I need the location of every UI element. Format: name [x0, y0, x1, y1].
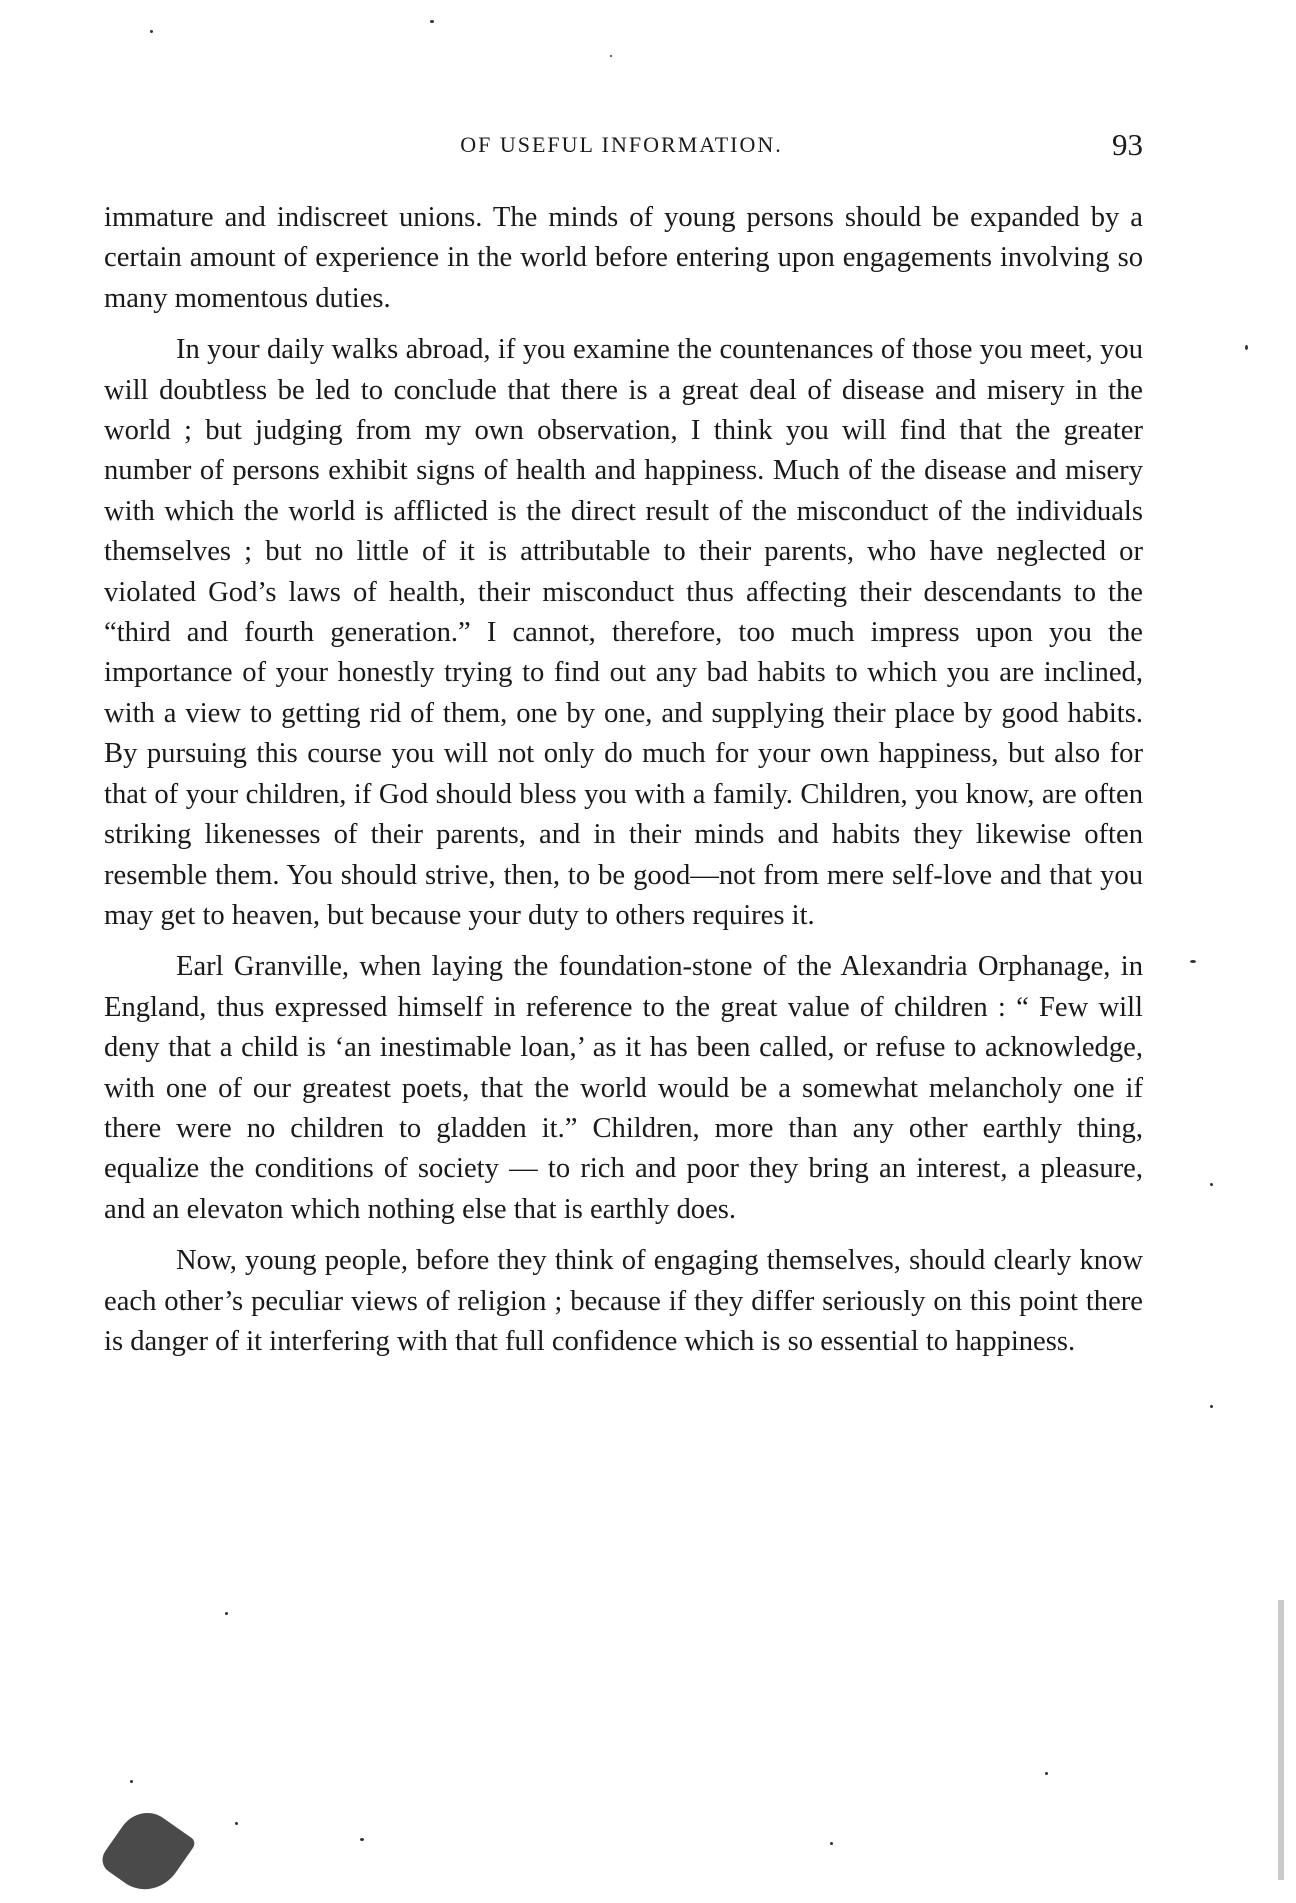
paragraph-1: immature and indiscreet unions. The minds of young persons should be expanded by a certain amount of experience in the world before entering upon engagements involving so many momentous duties.: [104, 202, 1143, 314]
scan-speck: [1190, 960, 1196, 963]
page-number: 93: [1112, 127, 1143, 162]
paragraph-3: Earl Granville, when laying the foundation-stone of the Alexandria Orphanage, in England, thus expressed himself in reference to the great value of children : “ Few will deny that a child is ‘an inestimable loan,’ as it has been called, or refuse to acknowledge, with one of our greatest poets, that the world would be a somewhat melancholy one if there were no children to gladden it.” Children, more than any other earthly thing, equalize the conditions of society — to rich and poor they bring an interest, a pleasure, and an elevaton which nothing else that is earthly does.: [104, 951, 1143, 1225]
scan-speck: [1210, 1183, 1213, 1186]
scan-speck: [225, 1612, 228, 1615]
scan-speck: [1210, 1405, 1213, 1408]
paragraph-2: In your daily walks abroad, if you examine the countenances of those you meet, you will doubtless be led to conclude that there is a great deal of disease and misery in the world ; but judging from my own observation, I think you will find that the greater number of persons exhibit signs of health and happiness. Much of the disease and misery with which the world is afflicted is the direct result of the misconduct of the individuals themselves ; but no little of it is attributable to their parents, who have neglected or violated God’s laws of health, their misconduct thus affecting their descendants to the “third and fourth generation.” I cannot, therefore, too much impress upon you the importance of your honestly trying to find out any bad habits to which you are inclined, with a view to getting rid of them, one by one, and supplying their place by good habits. By pursuing this course you will not only do much for your own happiness, but also for that of your children, if God should bless you with a family. Children, you know, are often striking likenesses of their parents, and in their minds and habits they likewise often resemble them. You should strive, then, to be good—not from mere self-love and that you may get to heaven, but because your duty to others requires it.: [104, 334, 1143, 931]
scan-speck: [130, 1780, 133, 1783]
scan-smudge: [97, 1802, 197, 1903]
scan-speck: [1045, 1772, 1048, 1775]
scan-speck: [235, 1822, 238, 1825]
running-head: [100, 127, 1143, 170]
body-text: [104, 198, 1143, 1362]
scan-speck: [1245, 345, 1248, 350]
scan-speck: [610, 55, 612, 57]
scan-speck: [830, 1842, 833, 1845]
scan-speck: [430, 20, 434, 23]
scan-speck: [360, 1838, 364, 1841]
scan-speck: [150, 30, 153, 33]
paragraph-4: Now, young people, before they think of engaging themselves, should clearly know each other’s peculiar views of religion ; because if they differ seriously on this point there is danger of it interfering with that full confidence which is so essential to happiness.: [104, 1245, 1143, 1357]
running-title: OF USEFUL INFORMATION.: [460, 132, 783, 157]
scan-smudge: [1278, 1600, 1284, 1880]
